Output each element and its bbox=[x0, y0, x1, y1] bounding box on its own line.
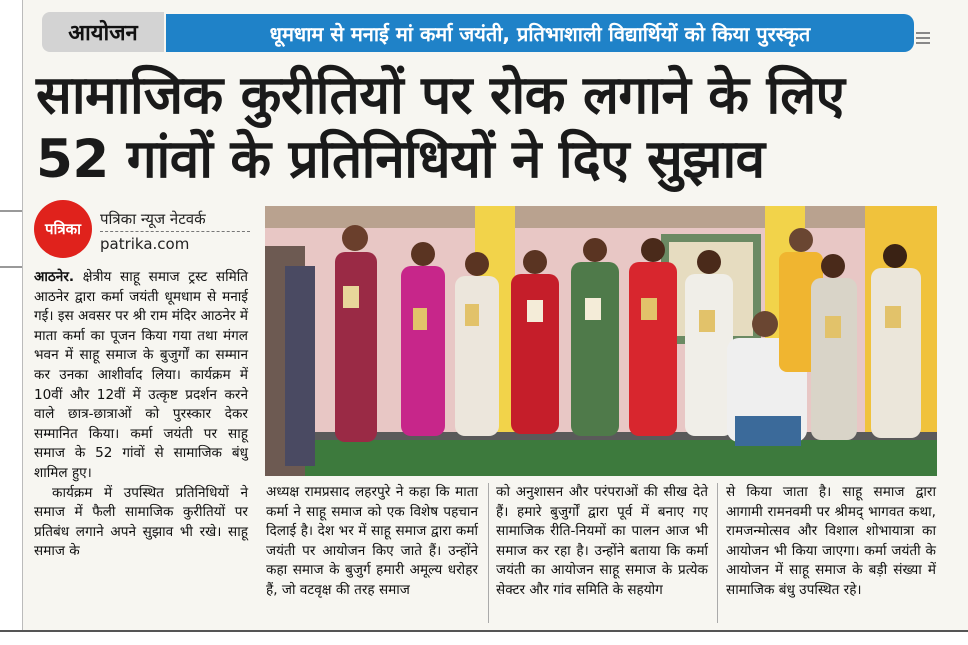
column-divider bbox=[488, 483, 489, 623]
kicker-label: आयोजन bbox=[42, 12, 164, 52]
patrika-logo: पत्रिका bbox=[34, 200, 92, 258]
margin-tick bbox=[0, 210, 22, 212]
article-paragraph-2: कार्यक्रम में उपस्थित प्रतिनिधियों ने समाज में फैली सामाजिक कुरीतियों पर प्रतिबंध लगाने अपने सुझाव भी रखे। साहू समाज के bbox=[34, 484, 248, 560]
article-column-1 bbox=[34, 268, 248, 562]
event-photo bbox=[265, 206, 937, 476]
byline-website[interactable]: patrika.com bbox=[100, 235, 190, 253]
paragraph-text: क्षेत्रीय साहू समाज ट्रस्ट समिति आठनेर द्वारा कर्मा जयंती धूमधाम से मनाई गई। इस अवसर पर श्री राम मंदिर आठनेर में माता कर्मा का पूजन किया गया तथा मंगल भवन में साहू समाज के बुजुर्गों का सम्मान कर उनका आशीर्वाद लिया। कार्यक्रम में 10वीं और 12वीं में उत्कृष्ट प्रदर्शन करने वाले छात्र-छात्राओं को पुरस्कार देकर सम्मानित किया। कर्मा जयंती पर साहू समाज के 52 गांवों से सामाजिक बंधु शामिल हुए। bbox=[34, 269, 248, 481]
article-column-4: से किया जाता है। साहू समाज द्वारा आगामी रामनवमी पर श्रीमद् भागवत कथा, रामजन्मोत्सव और विशाल शोभायात्रा का आयोजन भी किया जाएगा। कर्मा जयंती के आयोजन में साहू समाज के बड़ी संख्या में सामाजिक बंधु उपस्थित रहे। bbox=[726, 484, 936, 598]
bottom-margin bbox=[0, 632, 968, 645]
headline-line-1: सामाजिक कुरीतियों पर रोक लगाने के लिए bbox=[36, 65, 845, 126]
left-margin-strip bbox=[0, 0, 23, 645]
event-photo-illustration bbox=[265, 206, 937, 476]
article-column-2: अध्यक्ष रामप्रसाद लहरपुरे ने कहा कि माता कर्मा ने साहू समाज को एक विशेष पहचान दिलाई है। देश भर में साहू समाज द्वारा कर्मा जयंती पर आयोजन किए जाते हैं। उन्होंने कहा समाज के बुजुर्ग हमारी अमूल्य धरोहर हैं, जो वटवृक्ष की तरह समाज bbox=[266, 484, 478, 598]
margin-tick bbox=[0, 266, 22, 268]
article-column-3: को अनुशासन और परंपराओं की सीख देते हैं। हमारे बुजुर्गों द्वारा पूर्व में बनाए गए सामाजिक रीति-नियमों का पालन आज भी समाज कर रहा है। उन्होंने बताया कि कर्मा जयंती का आयोजन साहू समाज के प्रत्येक सेक्टर और गांव समिति के सहयोग bbox=[496, 484, 708, 598]
byline-name: पत्रिका न्यूज नेटवर्क bbox=[100, 210, 206, 228]
byline-divider bbox=[100, 231, 250, 232]
article-paragraph-1 bbox=[34, 268, 248, 484]
menu-icon[interactable] bbox=[916, 32, 930, 44]
headline bbox=[36, 64, 936, 192]
kicker-subheadline: धूमधाम से मनाई मां कर्मा जयंती, प्रतिभाशाली विद्यार्थियों को किया पुरस्कृत bbox=[166, 14, 914, 52]
column-divider bbox=[717, 483, 718, 623]
headline-line-2: 52 गांवों के प्रतिनिधियों ने दिए सुझाव bbox=[36, 129, 765, 190]
dateline: आठनेर. bbox=[34, 269, 75, 285]
